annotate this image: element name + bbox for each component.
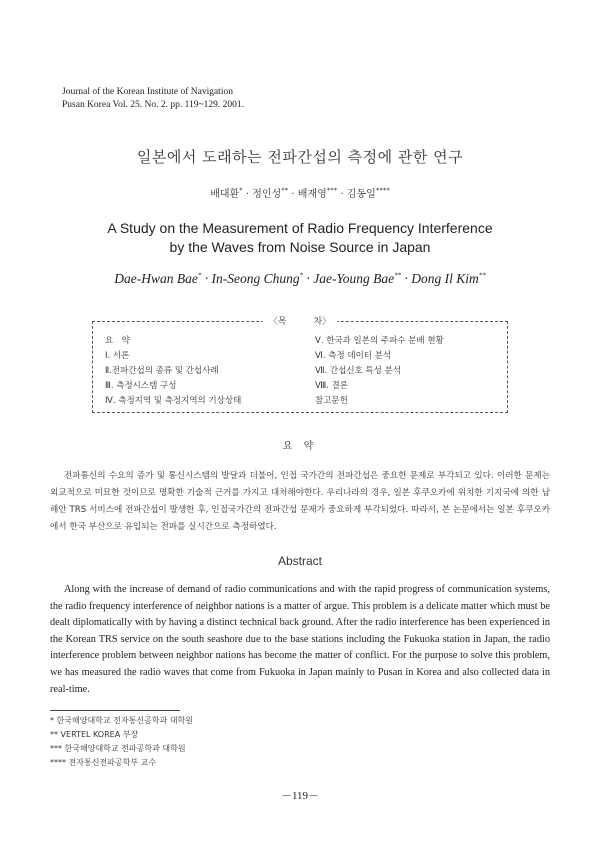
toc-item: 요 약 — [105, 336, 130, 346]
english-title-line: by the Waves from Noise Source in Japan — [169, 239, 431, 255]
toc-item: Ⅳ. 측정지역 및 측정지역의 기상상태 — [105, 396, 242, 406]
journal-citation: Pusan Korea Vol. 25. No. 2. pp. 119~129. 2001. — [62, 100, 245, 110]
korean-authors — [0, 185, 600, 200]
korean-author: 배대환 — [210, 189, 240, 200]
english-author: Jae-Young Bae — [313, 271, 395, 286]
footnote-text: 한국해양대학교 전자통신공학과 대학원 — [56, 716, 194, 725]
footnote-mark: *** — [50, 744, 62, 753]
korean-abstract: 전파통신의 수요의 증가 및 통신시스템의 발달과 더불어, 인접 국가간의 전파간섭은 중요한 문제로 부각되고 있다. 이러한 문제는 외교적으로 미묘한 것이므로 명확한 기술적 근거를 가지고 대처해야한다. 우리나라의 경우, 일본 후쿠오카에 위치한 기지국에 의한 남해안 TRS 서비스에 전파간섭이 발생한 후, 인접국가간의 전파간섭 문제가 중요하게 부각되었다. 따라서, 본 논문에서는 일본 후쿠오카에서 한국 부산으로 유입되는 전파를 실시간으로 측정하였다. — [50, 471, 550, 532]
footnote-mark: **** — [50, 758, 66, 767]
footnote-text: VERTEL KOREA 부장 — [60, 730, 139, 739]
author-separator: · — [340, 189, 344, 200]
author-mark: * — [197, 271, 202, 280]
korean-title: 일본에서 도래하는 전파간섭의 측정에 관한 연구 — [136, 148, 464, 166]
author-mark: * — [299, 271, 304, 280]
footnote-text: 한국해양대학교 전파공학과 대학원 — [64, 744, 186, 753]
toc-item: Ⅱ.전파간섭의 종류 및 간섭사례 — [105, 366, 219, 376]
footnote — [50, 742, 193, 756]
author-mark: ** — [394, 271, 402, 280]
footnotes — [50, 714, 193, 770]
english-title-line: A Study on the Measurement of Radio Frequency Interference — [107, 220, 493, 236]
author-separator: · — [204, 271, 209, 286]
table-of-contents — [92, 317, 508, 413]
author-mark: ** — [281, 186, 289, 195]
author-separator: · — [404, 271, 408, 286]
footnote-divider — [50, 710, 180, 711]
abstract-heading: Abstract — [277, 554, 322, 568]
footnote-mark: * — [50, 716, 54, 725]
journal-header — [62, 86, 244, 112]
toc-right-column — [315, 334, 444, 409]
english-author: Dae-Hwan Bae — [114, 271, 198, 286]
english-author: Dong Il Kim — [411, 271, 479, 286]
toc-item: Ⅰ. 서론 — [105, 351, 130, 361]
english-author: In-Seong Chung — [211, 271, 300, 286]
toc-item: Ⅲ. 측정시스템 구성 — [105, 381, 177, 391]
author-mark: * — [239, 186, 243, 195]
toc-item: Ⅵ. 측정 데이터 분석 — [315, 351, 392, 361]
footnote — [50, 756, 193, 770]
author-separator: · — [306, 271, 310, 286]
author-separator: · — [245, 189, 250, 200]
footnote — [50, 714, 193, 728]
toc-left-column — [105, 334, 241, 409]
toc-item: Ⅴ. 한국과 일본의 주파수 분배 현황 — [315, 336, 444, 346]
journal-name: Journal of the Korean Institute of Navigation — [62, 87, 233, 97]
toc-heading: 〈목 차〉 — [263, 317, 337, 327]
korean-author: 정인성 — [252, 189, 282, 200]
author-mark: *** — [326, 186, 338, 195]
footnote-mark: ** — [50, 730, 58, 739]
toc-item: Ⅷ. 결론 — [315, 381, 349, 391]
korean-abstract-heading: 요 약 — [282, 441, 318, 452]
author-separator: · — [291, 189, 295, 200]
english-authors — [0, 271, 600, 287]
korean-author: 배재영 — [297, 189, 327, 200]
english-abstract: Along with the increase of demand of radio communications and with the rapid progress of communication systems, the radio frequency interference of neighbor nations is a matter of argue. This problem is a delicate matter which must be dealt diplomatically with by having a distinct technical back ground. After the radio interference has been experienced in the Korean TRS service on the south seashore due to the base stations including the Fukuoka station in Japan, the radio interference problem between neighbor nations has become the matter of conflict. For the purpose to solve this problem, we has measured the radio waves that come from Fukuoka in Japan mainly to Pusan in Korea and also collected data in real-time. — [50, 584, 550, 695]
korean-author: 김동일 — [346, 189, 376, 200]
author-mark: ** — [478, 271, 486, 280]
toc-item: 참고문헌 — [315, 396, 348, 406]
footnote — [50, 728, 193, 742]
english-title — [0, 219, 600, 257]
toc-item: Ⅶ. 간섭신호 특성 분석 — [315, 366, 402, 376]
footnote-text: 전자통신전파공학부 교수 — [68, 758, 157, 767]
author-mark: **** — [375, 186, 390, 195]
page-number: －119－ — [280, 790, 320, 802]
